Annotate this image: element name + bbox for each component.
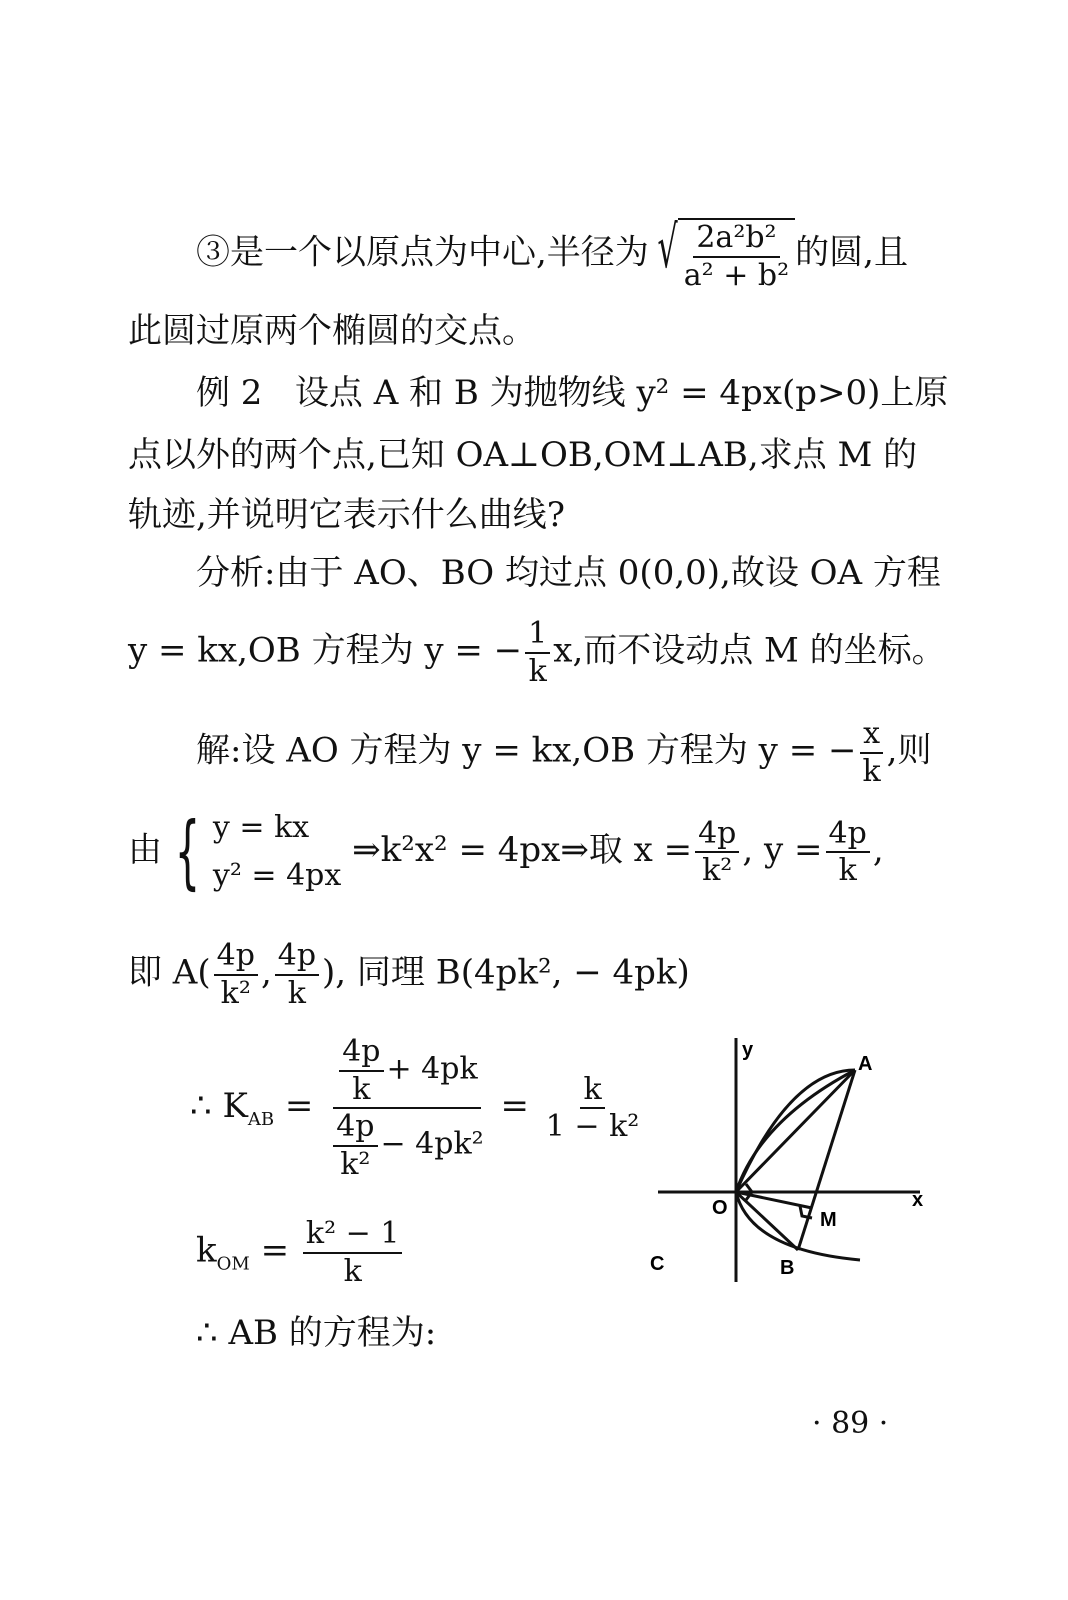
big-bot-tail: − 4pk²	[380, 1126, 484, 1162]
a-comma: ,	[260, 952, 272, 993]
example-text-1: 设点 A 和 B 为抛物线 y² = 4px(p>0)上原	[294, 373, 949, 413]
a-frac2-den: k	[287, 975, 306, 1011]
big-top-den: k	[352, 1071, 371, 1107]
analysis-line-1: 分析:由于 AO、BO 均过点 0(0,0),故设 OA 方程	[196, 553, 941, 593]
solution-system-line	[128, 805, 884, 898]
point-a-prefix: 即 A(	[128, 952, 211, 993]
line-radius	[196, 213, 908, 293]
ab-equation-line: ∴ AB 的方程为:	[196, 1313, 437, 1353]
solution-frac-den: k	[862, 753, 881, 789]
kab-result-num: k	[580, 1074, 604, 1110]
a-frac1-num: 4p	[214, 940, 258, 976]
system-eq-2: y² = 4px	[212, 858, 342, 893]
kom-num: k² − 1	[303, 1218, 403, 1254]
parabola-curve	[736, 1070, 860, 1260]
line1-post: 的圆,且	[795, 232, 908, 273]
solution-text-b: ,则	[886, 730, 932, 771]
kab-subscript: AB	[247, 1108, 275, 1130]
kom-eq: =	[260, 1230, 290, 1271]
label-c: C	[650, 1253, 665, 1275]
x-frac-den: k²	[702, 853, 733, 888]
sqrt-numerator: 2a²b²	[693, 222, 779, 258]
x-frac-num: 4p	[695, 818, 739, 854]
kom-subscript: OM	[216, 1253, 250, 1275]
system-eq-1: y = kx	[212, 810, 310, 845]
analysis-frac-num: 1	[525, 618, 550, 654]
example-line-1	[196, 373, 949, 413]
y-eq-tail: ,	[872, 830, 884, 870]
example-line-2: 点以外的两个点,已知 OA⊥OB,OM⊥AB,求点 M 的	[128, 435, 918, 475]
label-y: y	[742, 1039, 754, 1061]
y-frac-num: 4p	[826, 818, 870, 854]
slope-ab-line	[190, 1036, 645, 1180]
example-line-3: 轨迹,并说明它表示什么曲线?	[128, 495, 566, 535]
label-b: B	[780, 1257, 795, 1279]
kab-big-fraction	[327, 1036, 486, 1180]
equation-system: { y = kx y² = 4px	[174, 805, 342, 898]
solution-line-1	[196, 718, 931, 787]
sqrt-expression: √ $\frac{\text{2a²b²}}{\text{a² + b²}}$	[649, 218, 795, 291]
system-prefix: 由	[128, 830, 162, 870]
big-bot-num: 4p	[333, 1111, 377, 1147]
kom-prefix: k	[196, 1230, 217, 1271]
y-eq-text: , y =	[742, 830, 823, 870]
solution-frac-num: x	[860, 718, 883, 754]
kab-prefix: ∴ K	[190, 1086, 248, 1126]
y-frac-den: k	[838, 853, 857, 888]
slope-om-line	[196, 1218, 405, 1287]
parabola-figure	[650, 1030, 950, 1290]
label-a: A	[858, 1053, 873, 1075]
sqrt-denominator: a² + b²	[683, 257, 790, 293]
a-frac1-den: k²	[220, 975, 251, 1011]
point-b-text: ), 同理 B(4pk², − 4pk)	[322, 952, 690, 993]
implication-text: ⇒k²x² = 4px⇒取 x =	[352, 830, 693, 870]
label-x: x	[912, 1189, 924, 1211]
label-m: M	[820, 1209, 837, 1231]
big-top-num: 4p	[339, 1036, 383, 1072]
line1-pre: ③是一个以原点为中心,半径为	[196, 232, 649, 273]
big-top-tail: + 4pk	[386, 1051, 478, 1087]
solution-text-a: 解:设 AO 方程为 y = kx,OB 方程为 y = −	[196, 730, 857, 771]
page-number: · 89 ·	[812, 1406, 889, 1441]
point-coordinates-line	[128, 940, 690, 1009]
kab-eq-1: =	[284, 1086, 314, 1126]
analysis-text-a: y = kx,OB 方程为 y = −	[128, 630, 523, 671]
example-label: 例 2	[196, 373, 263, 413]
line-ob	[736, 1192, 798, 1250]
analysis-line-2	[128, 618, 946, 687]
analysis-frac-den: k	[528, 653, 547, 689]
kab-eq-2: =	[500, 1086, 529, 1126]
line-circle-intersection: 此圆过原两个椭圆的交点。	[128, 311, 536, 351]
big-bot-den: k²	[340, 1146, 371, 1182]
kom-den: k	[343, 1253, 362, 1289]
kab-result-den: 1 − k²	[545, 1109, 640, 1144]
a-frac2-num: 4p	[275, 940, 319, 976]
label-o: O	[712, 1197, 728, 1219]
analysis-text-b: x,而不设动点 M 的坐标。	[553, 630, 946, 671]
